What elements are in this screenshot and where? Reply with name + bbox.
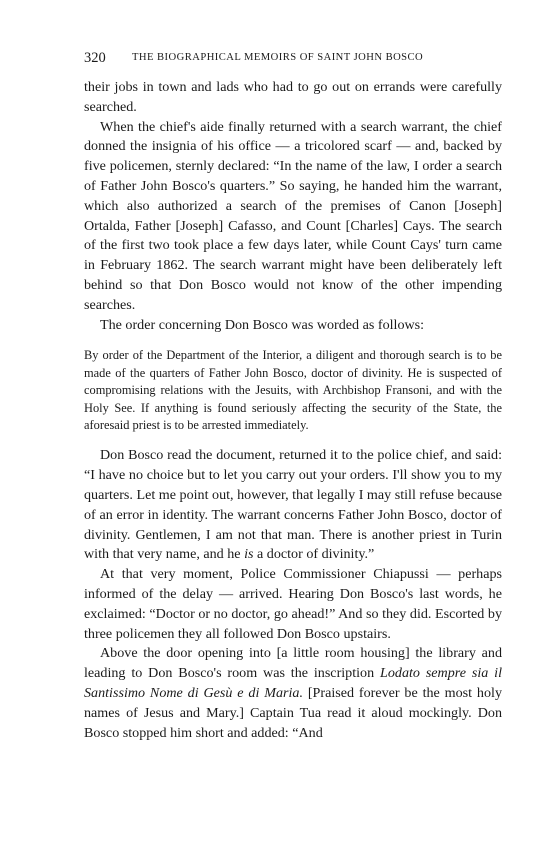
paragraph-order-intro: The order concerning Don Bosco was worded as follows:: [100, 316, 425, 333]
inscription-italic: Lodato sempre sia il Santissimo Nome di Gesù e di Maria.: [84, 665, 502, 701]
page-header: [84, 50, 504, 70]
inscription-end: [Praised forever be the most holy names of Jesus and Mary.] Captain Tua read it aloud mockingly. Don Bosco stopped him short and added: “And: [84, 684, 502, 741]
reply-text: Don Bosco read the document, returned it to the police chief, and said: “I have no choice but to let you carry out your orders. I'll show you to my quarters. Let me point out, however, that legally I may still refuse because of an error in identity. The warrant concerns Father John Bosco, doctor of divinity. Gentlemen, I am not that man. There is another priest in Turin with that very name, and he: [84, 447, 502, 563]
page-number: 320: [84, 50, 106, 66]
running-title: THE BIOGRAPHICAL MEMOIRS OF SAINT JOHN BOSCO: [132, 52, 424, 63]
reply-italic: is: [244, 546, 254, 563]
paragraph-continuation: their jobs in town and lads who had to go out on errands were carefully searched.: [84, 79, 502, 115]
inscription-intro: Above the door opening into [a little room housing] the library and leading to Don Bosco's room was the inscription: [84, 645, 502, 682]
paragraph-don-bosco-reply: [84, 446, 502, 565]
paragraph-search-warrant: When the chief's aide finally returned with a search warrant, the chief donned the insignia of his office — a tricolored scarf — and, backed by five policemen, sternly declared: “In the name of the law, I order a search of Father John Bosco's quarters.” So saying, he handed him the warrant, which also authorized a search of the premises of Canon [Joseph] Ortalda, Father [Joseph] Cafasso, and Count [Charles] Cays. The search of the first two took place a few days later, while Count Cays' turn came in February 1862. The search warrant might have been deliberately left behind so that Don Bosco would not know of the other impending searches.: [84, 118, 502, 313]
reply-end: a doctor of divinity.”: [257, 546, 375, 563]
paragraph-inscription: [84, 644, 502, 743]
paragraph-chiapussi: At that very moment, Police Commissioner Chiapussi — perhaps informed of the delay — arrived. Hearing Don Bosco's last words, he exclaimed: “Doctor or no doctor, go ahead!” And so they did. Escorted by three policemen they all followed Don Bosco upstairs.: [84, 566, 502, 642]
block-quote-order: By order of the Department of the Interior, a diligent and thorough search is to be made of the quarters of Father John Bosco, doctor of divinity. He is suspected of compromising relations with the Jesuits, with Archbishop Fransoni, and with the Holy See. If anything is found seriously affecting the security of the State, the aforesaid priest is to be arrested immediately.: [84, 348, 502, 432]
page-body: [84, 78, 502, 743]
